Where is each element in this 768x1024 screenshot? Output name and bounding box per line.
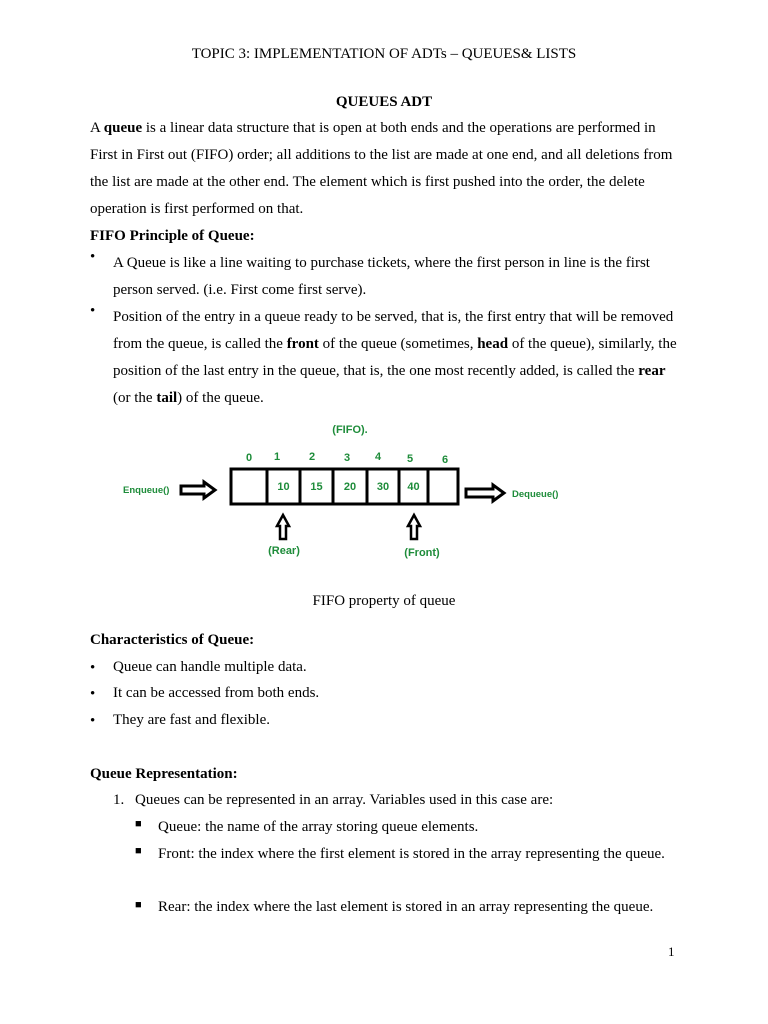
rep-sub-3: Rear: the index where the last element is stored in an array representing the queue. bbox=[158, 899, 654, 915]
dequeue-arrow-icon bbox=[466, 485, 504, 501]
queue-cell bbox=[231, 469, 267, 504]
char-bullet-3: They are fast and flexible. bbox=[113, 712, 271, 728]
bullet-icon: • bbox=[90, 303, 96, 319]
dequeue-label: Dequeue() bbox=[512, 489, 559, 500]
intro-queue-term: queue bbox=[103, 120, 143, 136]
fifo-b2-text-4: (or the bbox=[113, 390, 157, 406]
index-label: 1 bbox=[273, 451, 281, 463]
bullet-icon: • bbox=[90, 686, 96, 702]
index-label: 0 bbox=[245, 452, 253, 464]
queue-cell-value: 20 bbox=[343, 481, 357, 493]
bullet-icon: • bbox=[90, 713, 96, 729]
queue-cell-value: 40 bbox=[407, 481, 420, 493]
queue-cell-value: 15 bbox=[310, 481, 323, 493]
fifo-bullet-1: A Queue is like a line waiting to purchase tickets, where the first person in line is the first person served. (i.e. First come first serve). bbox=[113, 255, 650, 298]
front-pointer-icon bbox=[408, 515, 420, 539]
fifo-heading: FIFO Principle of Queue: bbox=[90, 228, 255, 244]
bullet-icon: • bbox=[90, 249, 96, 265]
fifo-b2-text-2: of the queue (sometimes, bbox=[318, 336, 478, 352]
bullet-icon: • bbox=[90, 660, 96, 676]
page-header: TOPIC 3: IMPLEMENTATION OF ADTs – QUEUES& LISTS bbox=[191, 46, 577, 62]
intro-a: A bbox=[90, 120, 104, 136]
enqueue-label: Enqueue() bbox=[123, 485, 170, 496]
index-label: 2 bbox=[308, 451, 316, 463]
rear-pointer-icon bbox=[277, 515, 289, 539]
square-bullet-icon: ■ bbox=[135, 845, 142, 857]
enqueue-arrow-icon bbox=[181, 482, 215, 498]
diagram-title: (FIFO). bbox=[332, 424, 368, 436]
section-title: QUEUES ADT bbox=[335, 94, 433, 110]
square-bullet-icon: ■ bbox=[135, 899, 142, 911]
figure-caption: FIFO property of queue bbox=[312, 593, 456, 609]
queue-cell-value: 10 bbox=[277, 481, 290, 493]
rep-item-text: Queues can be represented in an array. Variables used in this case are: bbox=[135, 792, 554, 808]
tail-term: tail bbox=[156, 390, 178, 406]
head-term: head bbox=[477, 336, 509, 352]
char-bullet-1: Queue can handle multiple data. bbox=[113, 659, 307, 675]
intro-rest: is a linear data structure that is open at both ends and the operations are performed in First in First out (FIFO) order; all additions to the list are made at one end, and all deletions from the list are made at the other end. The element which is first pushed into the order, the delete operation is first performed on that. bbox=[90, 120, 673, 217]
fifo-b2-text-1: Position of the entry in a queue ready to be served, that is, the first entry that will be removed from the queue, is called the bbox=[113, 309, 674, 352]
queue-cell bbox=[428, 469, 458, 504]
index-label: 4 bbox=[374, 451, 382, 463]
fifo-b2-text-3: of the queue), similarly, the position of the last entry in the queue, that is, the one most recently added, is called the bbox=[113, 336, 677, 379]
index-label: 5 bbox=[406, 453, 414, 465]
fifo-b2-text-5: ) of the queue. bbox=[177, 390, 264, 406]
queue-cell-value: 30 bbox=[376, 481, 390, 493]
index-label: 3 bbox=[343, 452, 351, 464]
rear-label: (Rear) bbox=[268, 545, 300, 557]
square-bullet-icon: ■ bbox=[135, 818, 142, 830]
rep-sub-1: Queue: the name of the array storing queue elements. bbox=[158, 819, 479, 835]
front-term: front bbox=[286, 336, 319, 352]
page-number: 1 bbox=[668, 944, 675, 959]
index-label: 6 bbox=[441, 454, 449, 466]
characteristics-heading: Characteristics of Queue: bbox=[90, 632, 255, 648]
rear-term: rear bbox=[638, 363, 666, 379]
char-bullet-2: It can be accessed from both ends. bbox=[113, 685, 320, 701]
front-label: (Front) bbox=[404, 547, 440, 559]
rep-sub-2: Front: the index where the first element is stored in the array representing the queue. bbox=[158, 846, 665, 862]
representation-heading: Queue Representation: bbox=[90, 766, 238, 782]
rep-item-number: 1. bbox=[113, 792, 125, 808]
